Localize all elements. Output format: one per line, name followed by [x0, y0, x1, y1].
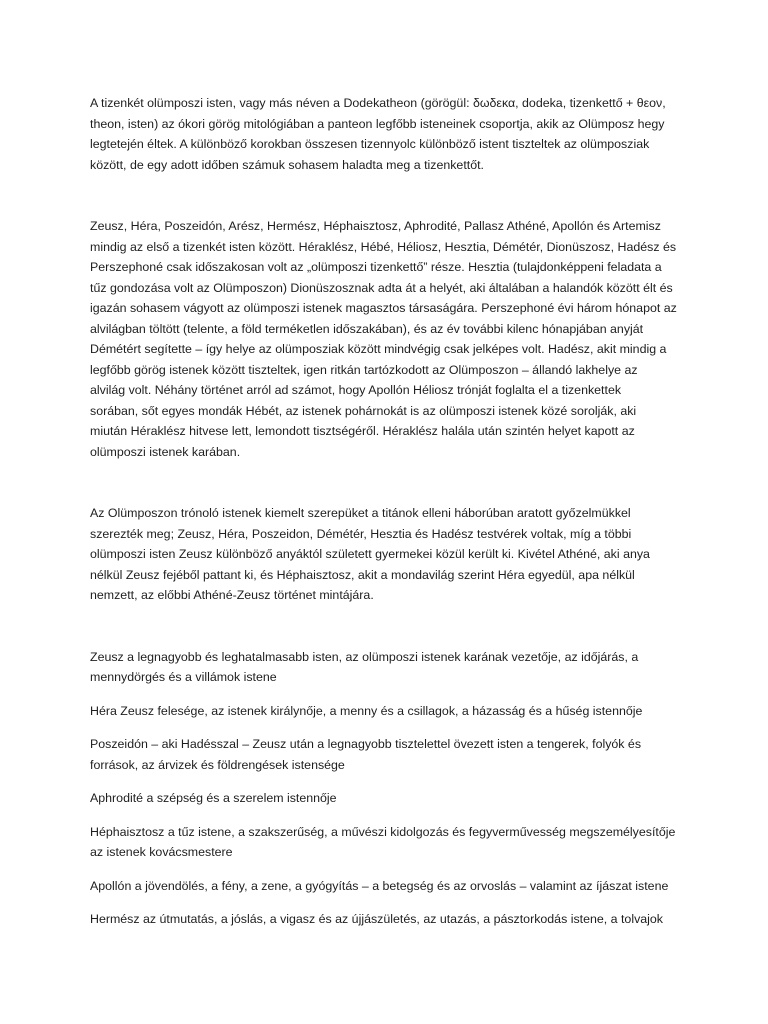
paragraph-olympians-membership: Zeusz, Héra, Poszeidón, Arész, Hermész, Héphaisztosz, Aphrodité, Pallasz Athéné, Apollón és Artemisz mindig az első a tizenkét isten között. Héraklész, Hébé, Héliosz, Hesztia, Démétér, Dionüszosz, Hadész és Perszephoné csak időszakosan volt az „olümposzi tizenkettő” része. Hesztia (tulajdonképpeni feladata a tűz gondozása volt az Olümposzon) Dionüszosznak adta át a helyét, aki általában a halandók között élt és igazán sohasem vágyott az olümposzi istenek magasztos társaságára. Perszephoné évi három hónapot az alvilágban töltött (telente, a föld terméketlen időszakában), és az év további kilenc hónapjában anyját Démétért segítette – így helye az olümposziak között mindvégig csak jelképes volt. Hadész, akit mindig a legfőbb görög istenek között tiszteltek, igen ritkán tartózkodott az Olümposzon – állandó lakhelye az alvilág volt. Néhány történet arról ad számot, hogy Apollón Héliosz trónját foglalta el a tizenkettek sorában, sőt egyes mondák Hébét, az istenek pohárnokát is az olümposzi istenek közé sorolják, aki miután Héraklész hitvese lett, lemondott tisztségéről. Héraklész halála után szintén helyet kapott az olümposzi istenek karában. — [90, 219, 677, 459]
list-item-zeus: Zeusz a legnagyobb és leghatalmasabb isten, az olümposzi istenek karának vezetője, az időjárás, a mennydörgés és a villámok istene — [90, 649, 639, 684]
list-item-aphrodite: Aphrodité a szépség és a szerelem istennője — [90, 791, 337, 805]
list-item-hephaestus: Héphaisztosz a tűz istene, a szakszerűség, a művészi kidolgozás és fegyverművesség megszemélyesítője az istenek kovácsmestere — [90, 824, 676, 859]
list-item-poseidon: Poszeidón – aki Hadésszal – Zeusz után a legnagyobb tisztelettel övezett isten a tengerek, folyók és források, az árvizek és földrengések istensége — [90, 737, 642, 772]
paragraph-olympians-origin: Az Olümposzon trónoló istenek kiemelt szerepüket a titánok elleni háborúban aratott győzelmükkel szerezték meg; Zeusz, Héra, Poszeidon, Démétér, Hesztia és Hadész testvérek voltak, míg a többi olümposzi isten Zeusz különböző anyáktól született gyermekei közül került ki. Kivétel Athéné, aki anya nélkül Zeusz fejéből pattant ki, és Héphaisztosz, akit a mondavilág szerint Héra egyedül, apa nélkül nemzett, az előbbi Athéné-Zeusz történet mintájára. — [90, 506, 650, 602]
list-item-apollo: Apollón a jövendölés, a fény, a zene, a gyógyítás – a betegség és az orvoslás – valamint az íjászat istene — [90, 878, 669, 893]
paragraph-intro: A tizenkét olümposzi isten, vagy más néven a Dodekatheon (görögül: δωδεκα, dodeka, tizenkettő + θεον, theon, isten) az ókori görög mitológiában a panteon legfőbb isteneinek csoportja, akik az Olümposz hegy legtetején éltek. A különböző korokban összesen tizennyolc különböző istent tiszteltek az olümposziak között, de egy adott időben számuk sohasem haladta meg a tizenkettőt. — [90, 96, 666, 172]
list-item-hermes: Hermész az útmutatás, a jóslás, a vigasz és az újjászületés, az utazás, a pásztorkodás istene, a tolvajok — [90, 912, 664, 926]
document-page — [90, 93, 692, 930]
list-item-hera: Héra Zeusz felesége, az istenek királynője, a menny és a csillagok, a házasság és a hűség istennője — [90, 703, 643, 718]
